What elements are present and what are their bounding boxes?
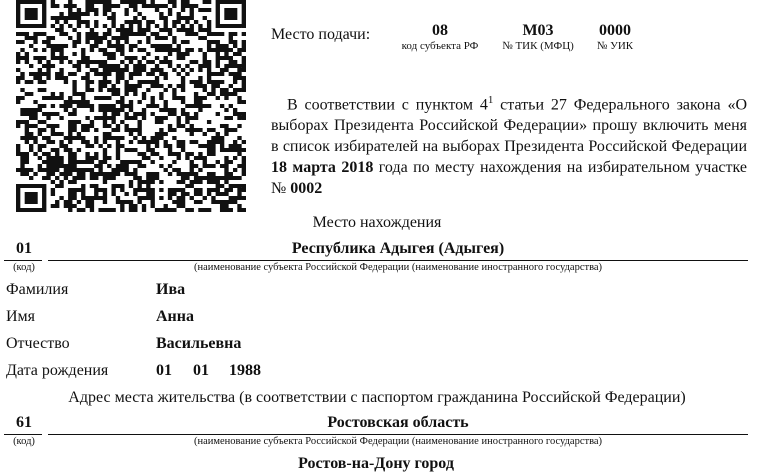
subject-code-caption: код субъекта РФ <box>401 40 479 52</box>
dob-year: 1988 <box>229 362 261 379</box>
location-code-caption: (код) <box>13 262 35 273</box>
statement-part-2: статьи 27 Федерального закона «О выборах Президента Российской Федерации» прошу включить меня в список избирателей на выборах Президента Российской Федерации <box>271 96 748 156</box>
election-date: 18 марта 2018 <box>271 159 374 177</box>
uik-code-caption: № УИК <box>596 40 634 52</box>
residence-city: Ростов-на-Дону город <box>298 455 454 472</box>
qr-modules <box>16 0 246 212</box>
residence-heading: Адрес места жительства (в соответствии с паспортом гражданина Российской Федерации) <box>68 389 686 406</box>
patronymic-value: Васильевна <box>156 335 242 352</box>
name-label: Имя <box>6 308 36 325</box>
statement-part-3: года по месту нахождения на избирательном участке № <box>271 159 748 198</box>
name-value: Анна <box>156 308 194 325</box>
location-region-caption: (наименование субъекта Российской Федерации (наименование иностранного государства) <box>193 262 603 273</box>
location-heading: Место нахождения <box>312 214 442 231</box>
location-region-line <box>48 260 748 261</box>
submission-label: Место подачи: <box>271 26 371 43</box>
qr-code <box>16 0 246 212</box>
statement-paragraph <box>271 90 747 199</box>
dob-month: 01 <box>193 362 209 379</box>
station-number: 0002 <box>290 180 323 198</box>
location-code-line <box>4 260 42 261</box>
residence-region-line <box>48 434 748 435</box>
statement-part-1: В соответствии с пунктом 4 <box>287 96 488 114</box>
statement-superscript: 1 <box>487 94 494 106</box>
residence-code: 61 <box>16 414 32 431</box>
location-region: Республика Адыгея (Адыгея) <box>291 240 505 257</box>
tik-code-block <box>494 22 582 52</box>
surname-label: Фамилия <box>6 281 69 298</box>
dob-label: Дата рождения <box>6 362 109 379</box>
residence-code-line <box>4 434 42 435</box>
surname-value: Ива <box>156 281 186 298</box>
location-code: 01 <box>16 240 32 257</box>
tik-code-caption: № ТИК (МФЦ) <box>502 40 574 52</box>
residence-region-caption: (наименование субъекта Российской Федерации (наименование иностранного государства) <box>193 436 603 447</box>
residence-code-caption: (код) <box>13 436 35 447</box>
dob-day: 01 <box>156 362 172 379</box>
subject-code-block <box>398 22 482 52</box>
uik-code-value: 0000 <box>599 22 631 39</box>
uik-code-block <box>588 22 642 52</box>
patronymic-label: Отчество <box>6 335 70 352</box>
tik-code-value: M03 <box>522 22 554 39</box>
residence-region: Ростовская область <box>327 414 469 431</box>
subject-code-value: 08 <box>432 22 448 39</box>
